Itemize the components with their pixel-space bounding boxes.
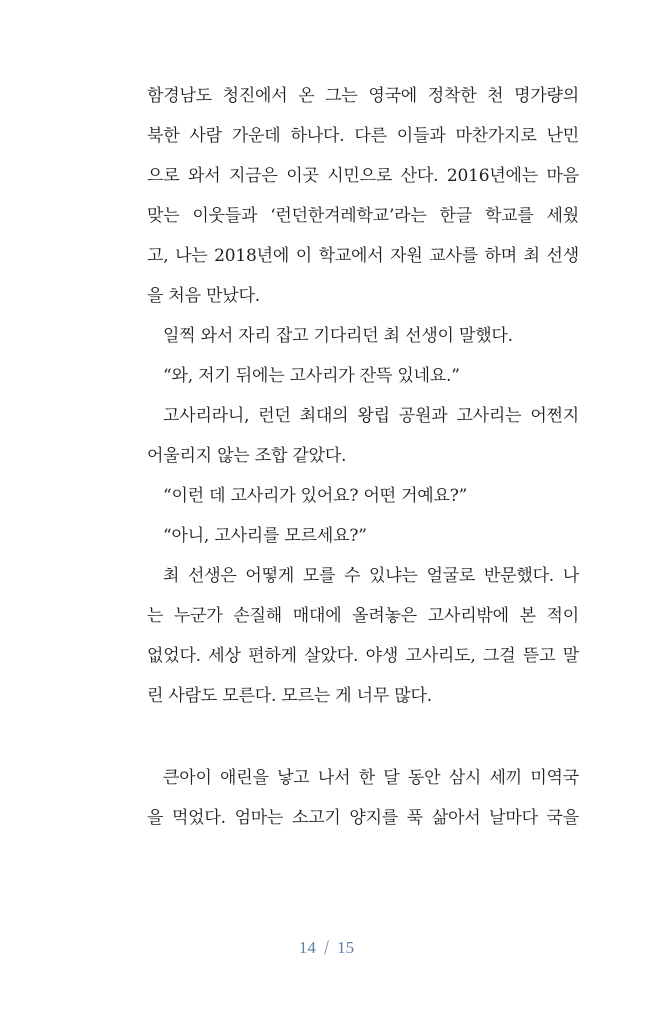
- text-line: 을 처음 만났다.: [147, 286, 260, 306]
- text-line: 린 사람도 모른다. 모르는 게 너무 많다.: [147, 686, 432, 706]
- text-line: 고, 나는 2018년에 이 학교에서 자원 교사를 하며 최 선생: [147, 246, 579, 266]
- paragraph-break: [147, 716, 579, 758]
- page-separator: /: [324, 935, 329, 960]
- text-line: 없었다. 세상 편하게 살았다. 야생 고사리도, 그걸 뜯고 말: [147, 646, 579, 666]
- page-indicator: [0, 936, 653, 960]
- text-line: “와, 저기 뒤에는 고사리가 잔뜩 있네요.”: [163, 366, 460, 386]
- text-line: “이런 데 고사리가 있어요? 어떤 거예요?”: [163, 486, 468, 506]
- text-line: “아니, 고사리를 모르세요?”: [163, 526, 367, 546]
- text-line: 함경남도 청진에서 온 그는 영국에 정착한 천 명가량의: [147, 86, 579, 106]
- text-line: 을 먹었다. 엄마는 소고기 양지를 푹 삶아서 날마다 국을: [147, 808, 579, 828]
- text-line: 큰아이 애린을 낳고 나서 한 달 동안 삼시 세끼 미역국: [163, 768, 579, 788]
- text-line: 으로 와서 지금은 이곳 시민으로 산다. 2016년에는 마음: [147, 166, 579, 186]
- text-line: 최 선생은 어떻게 모를 수 있냐는 얼굴로 반문했다. 나: [163, 566, 579, 586]
- book-text: [147, 76, 579, 838]
- current-page: 14: [298, 938, 316, 957]
- text-line: 는 누군가 손질해 매대에 올려놓은 고사리밖에 본 적이: [147, 606, 579, 626]
- text-line: 고사리라니, 런던 최대의 왕립 공원과 고사리는 어쩐지: [163, 406, 579, 426]
- text-line: 일찍 와서 자리 잡고 기다리던 최 선생이 말했다.: [163, 326, 513, 346]
- text-line: 어울리지 않는 조합 같았다.: [147, 446, 347, 466]
- text-line: 북한 사람 가운데 하나다. 다른 이들과 마찬가지로 난민: [147, 126, 579, 146]
- text-line: 맞는 이웃들과 ‘런던한겨레학교’라는 한글 학교를 세웠: [147, 206, 579, 226]
- total-pages: 15: [337, 938, 355, 957]
